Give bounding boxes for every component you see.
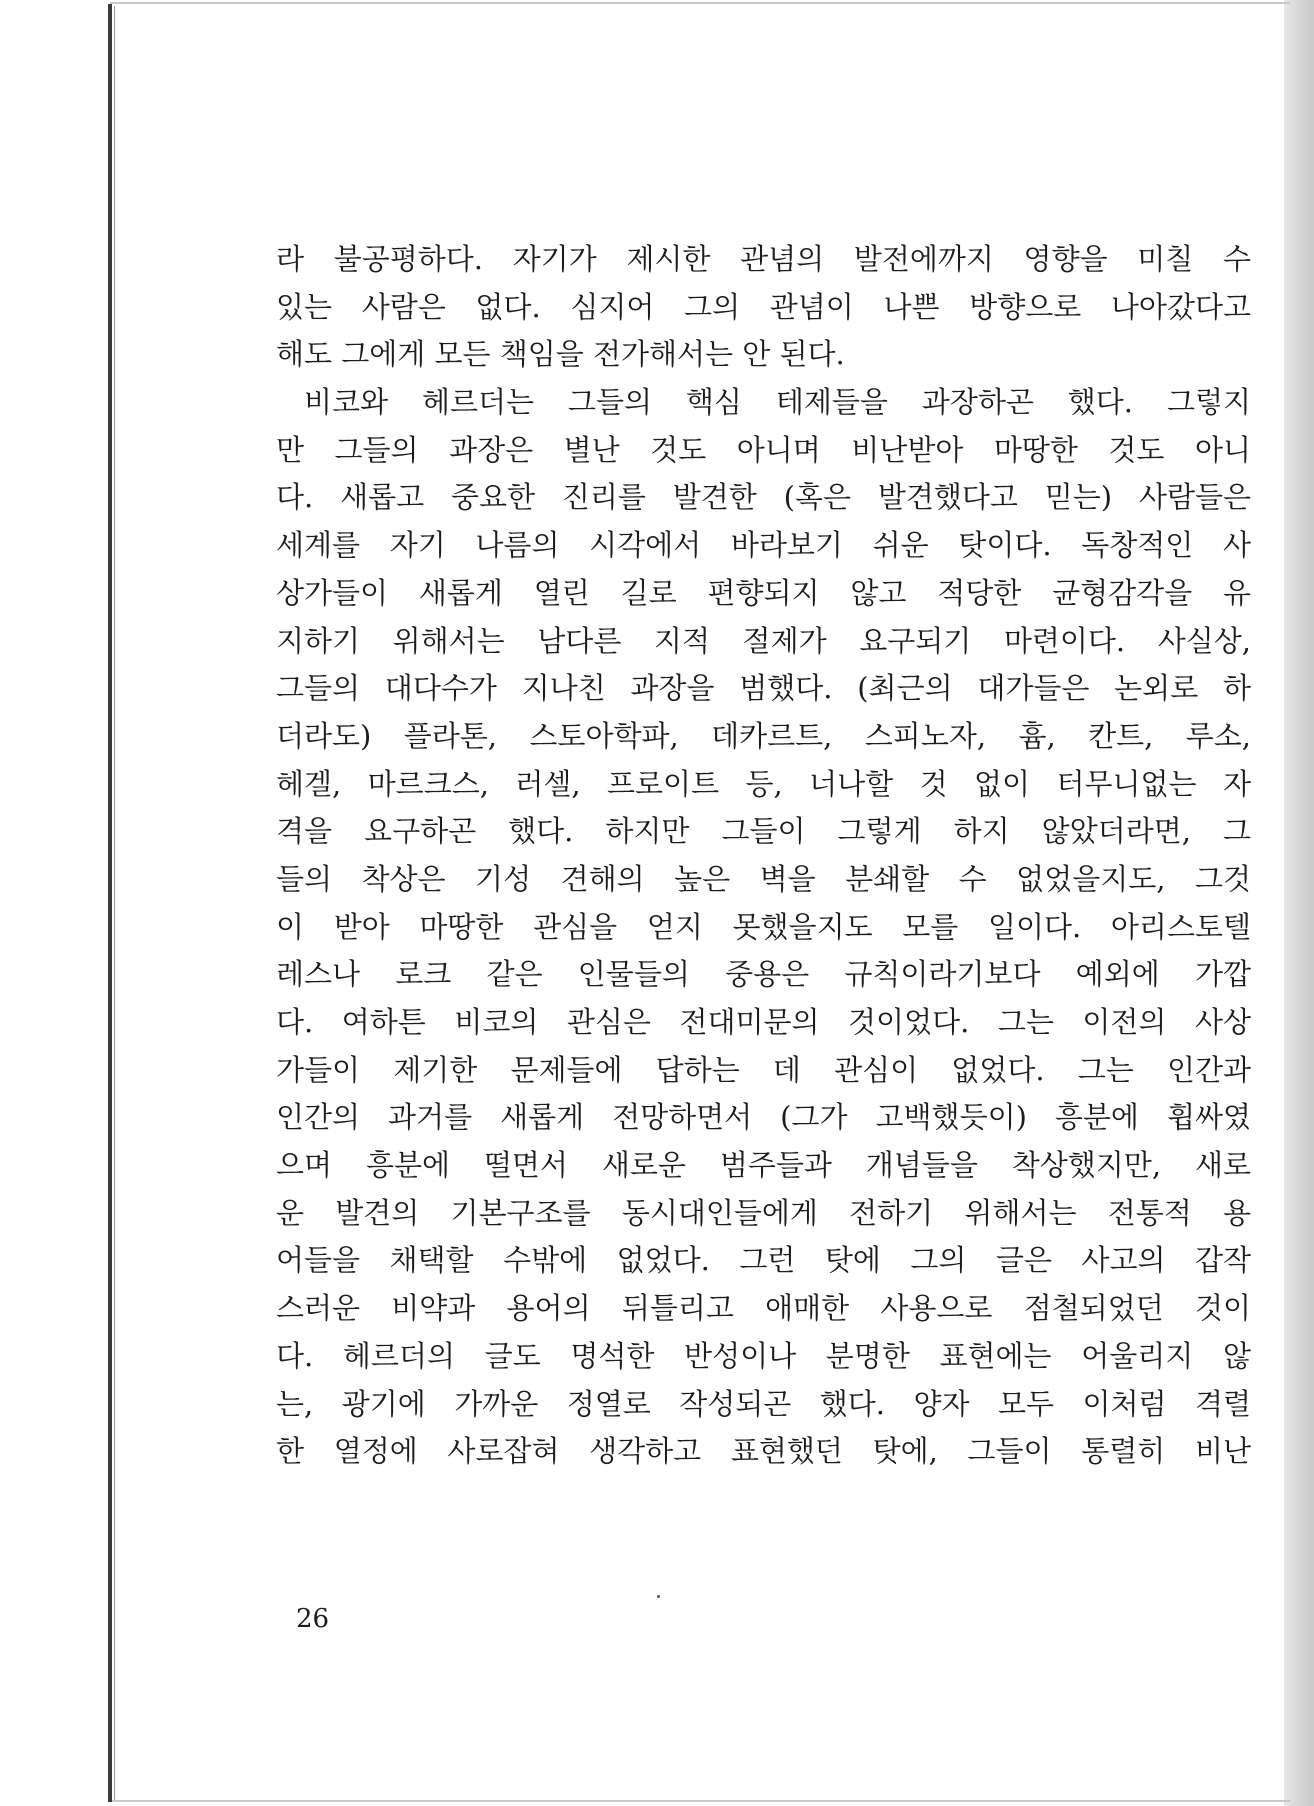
text-line: 인간의 과거를 새롭게 전망하면서 (그가 고백했듯이) 흥분에 휩싸였 — [276, 1100, 1251, 1135]
text-line: 다. 헤르더의 글도 명석한 반성이나 분명한 표현에는 어울리지 않 — [276, 1338, 1251, 1373]
text-line: 라 불공평하다. 자기가 제시한 관념의 발전에까지 영향을 미칠 수 — [276, 242, 1251, 276]
text-line: 으며 흥분에 떨면서 새로운 범주들과 개념들을 착상했지만, 새로 — [276, 1148, 1251, 1183]
text-line: 는, 광기에 가까운 정열로 작성되곤 했다. 양자 모두 이처럼 격렬 — [276, 1386, 1251, 1421]
text-line: 세계를 자기 나름의 시각에서 바라보기 쉬운 탓이다. 독창적인 사 — [276, 528, 1251, 563]
page-bottom-edge — [110, 1800, 1290, 1802]
text-line: 만 그들의 과장은 별난 것도 아니며 비난받아 마땅한 것도 아니 — [276, 432, 1251, 467]
paragraph-start-line: 비코와 헤르더는 그들의 핵심 테제들을 과장하곤 했다. 그렇지 — [304, 385, 1251, 420]
text-line: 다. 여하튼 비코의 관심은 전대미문의 것이었다. 그는 이전의 사상 — [276, 1005, 1251, 1039]
text-line: 해도 그에게 모든 책임을 전가해서는 안 된다. — [276, 337, 845, 372]
text-line: 그들의 대다수가 지나친 과장을 범했다. (최근의 대가들은 논외로 하 — [276, 671, 1251, 706]
book-spine-edge — [108, 4, 112, 1802]
text-line: 이 받아 마땅한 관심을 얻지 못했을지도 모를 일이다. 아리스토텔 — [276, 909, 1251, 944]
text-line: 어들을 채택할 수밖에 없었다. 그런 탓에 그의 글은 사고의 갑작 — [276, 1243, 1251, 1278]
text-line: 더라도) 플라톤, 스토아학파, 데카르트, 스피노자, 흄, 칸트, 루소, — [276, 718, 1251, 753]
text-line: 레스나 로크 같은 인물들의 중용은 규칙이라기보다 예외에 가깝 — [276, 957, 1251, 992]
text-line: 헤겔, 마르크스, 러셀, 프로이트 등, 너나할 것 없이 터무니없는 자 — [276, 766, 1251, 801]
viewer-background — [1284, 0, 1314, 1806]
text-line: 지하기 위해서는 남다른 지적 절제가 요구되기 마련이다. 사실상, — [276, 623, 1251, 658]
scan-speck — [657, 1595, 660, 1598]
text-line: 격을 요구하곤 했다. 하지만 그들이 그렇게 하지 않았더라면, 그 — [276, 814, 1251, 849]
text-line: 상가들이 새롭게 열린 길로 편향되지 않고 적당한 균형감각을 유 — [276, 575, 1251, 610]
book-page — [116, 4, 1284, 1800]
text-line: 운 발견의 기본구조를 동시대인들에게 전하기 위해서는 전통적 용 — [276, 1195, 1251, 1230]
body-text — [276, 236, 1251, 1476]
text-line: 한 열정에 사로잡혀 생각하고 표현했던 탓에, 그들이 통렬히 비난 — [276, 1434, 1251, 1469]
text-line: 스러운 비약과 용어의 뒤틀리고 애매한 사용으로 점철되었던 것이 — [276, 1291, 1251, 1326]
page-top-edge — [110, 2, 1290, 4]
text-line: 있는 사람은 없다. 심지어 그의 관념이 나쁜 방향으로 나아갔다고 — [276, 289, 1251, 324]
page-number: 26 — [296, 1604, 330, 1634]
book-spine-inner-edge — [114, 6, 115, 1800]
text-line: 다. 새롭고 중요한 진리를 발견한 (혹은 발견했다고 믿는) 사람들은 — [276, 480, 1251, 515]
text-line: 가들이 제기한 문제들에 답하는 데 관심이 없었다. 그는 인간과 — [276, 1052, 1251, 1087]
text-line: 들의 착상은 기성 견해의 높은 벽을 분쇄할 수 없었을지도, 그것 — [276, 861, 1251, 896]
